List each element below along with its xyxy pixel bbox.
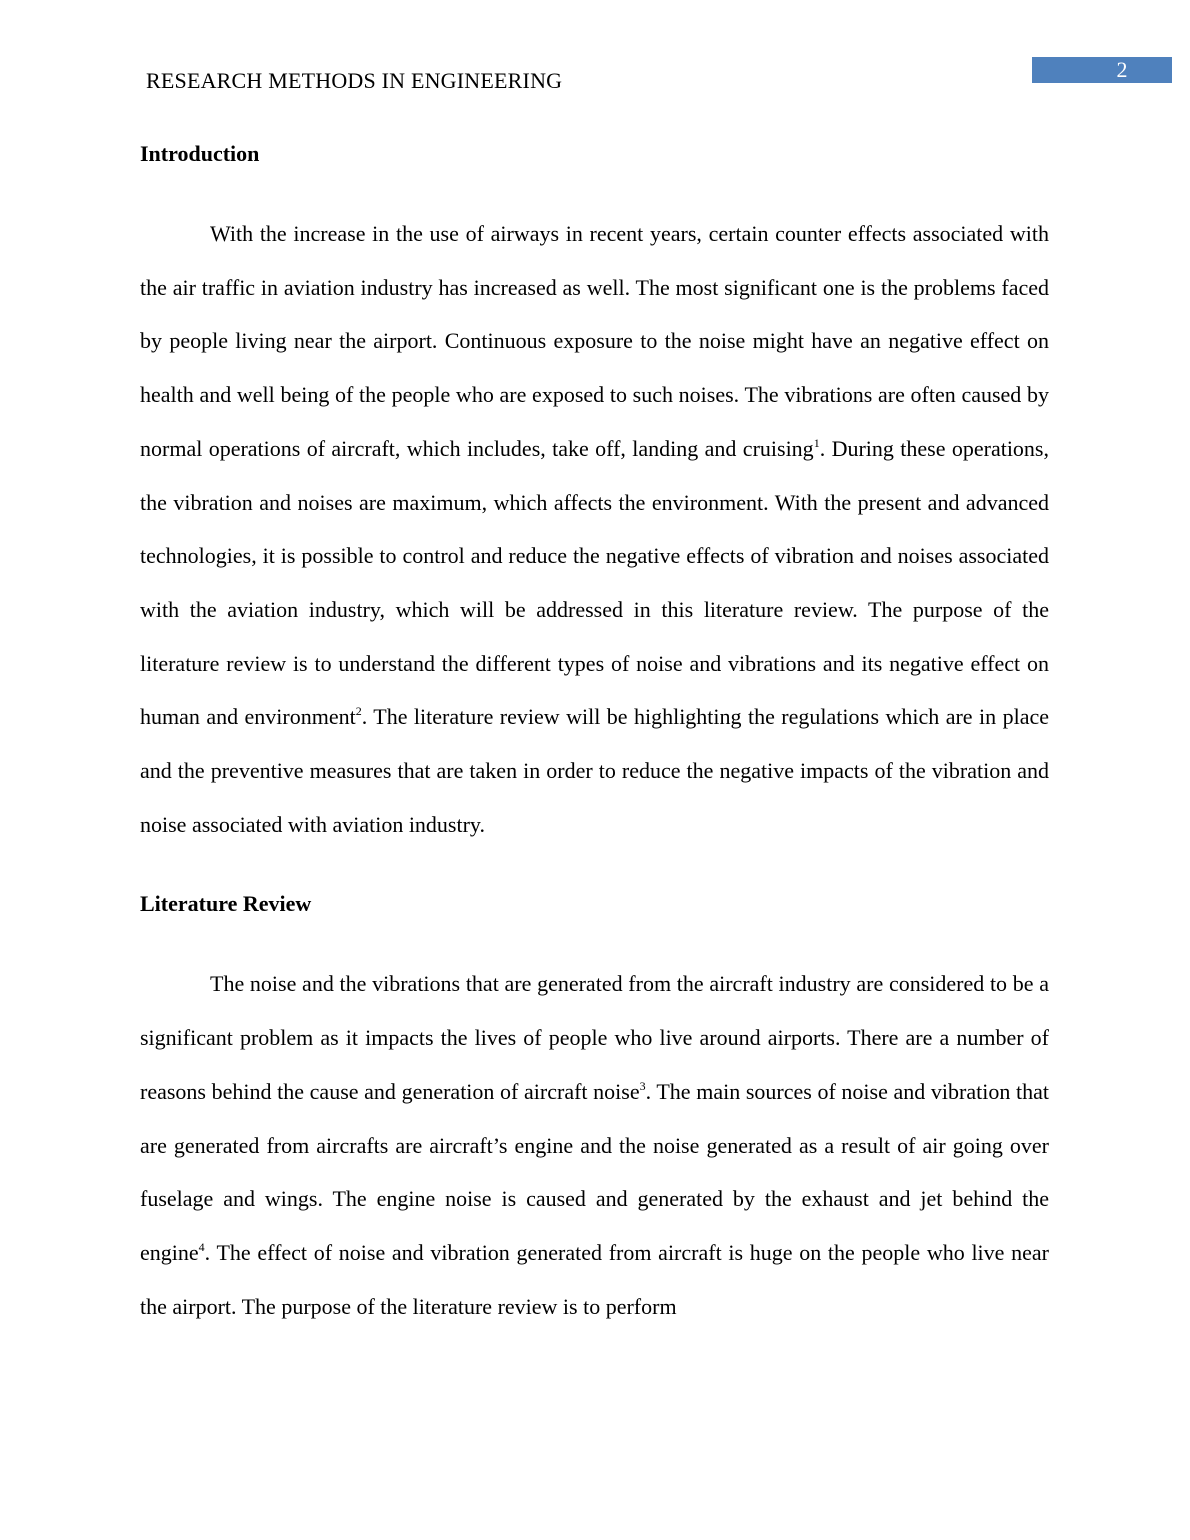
page-number: 2 bbox=[1116, 57, 1128, 82]
literature-text-1: The noise and the vibrations that are generated from the aircraft industry are considered to be a significant problem as it impacts the lives of people who live around airports. There are a number of reasons behind the cause and generation of aircraft noise bbox=[140, 971, 1049, 1104]
introduction-text-3: . The literature review will be highlighting the regulations which are in place and the preventive measures that are taken in order to reduce the negative impacts of the vibration and noise associated with aviation industry. bbox=[140, 704, 1049, 837]
introduction-heading: Introduction bbox=[140, 141, 260, 166]
literature-review-paragraph bbox=[140, 957, 1049, 1333]
footnote-ref-4[interactable]: 4 bbox=[198, 1239, 205, 1254]
footnote-ref-1[interactable]: 1 bbox=[813, 435, 820, 450]
literature-review-heading: Literature Review bbox=[140, 891, 312, 917]
footnote-ref-2[interactable]: 2 bbox=[355, 704, 362, 719]
introduction-text-2: . During these operations, the vibration and noises are maximum, which affects the environment. With the present and advanced technologies, it is possible to control and reduce the negative effects of vibration and noises associated with the aviation industry, which will be addressed in this literature review. The purpose of the literature review is to understand the different types of noise and vibrations and its negative effect on human and environment bbox=[140, 435, 1049, 730]
running-head: RESEARCH METHODS IN ENGINEERING bbox=[146, 68, 563, 93]
introduction-paragraph bbox=[140, 207, 1049, 851]
introduction-text-1: With the increase in the use of airways in recent years, certain counter effects associated with the air traffic in aviation industry has increased as well. The most significant one is the problems faced by people living near the airport. Continuous exposure to the noise might have an negative effect on health and well being of the people who are exposed to such noises. The vibrations are often caused by normal operations of aircraft, which includes, take off, landing and cruising bbox=[140, 221, 1049, 461]
literature-text-3: . The effect of noise and vibration generated from aircraft is huge on the people who live near the airport. The purpose of the literature review is to perform bbox=[140, 1239, 1049, 1319]
literature-text-2: . The main sources of noise and vibration that are generated from aircrafts are aircraft’s engine and the noise generated as a result of air going over fuselage and wings. The engine noise is caused and generated by the exhaust and jet behind the engine bbox=[140, 1078, 1049, 1265]
footnote-ref-3[interactable]: 3 bbox=[639, 1078, 646, 1093]
document-body bbox=[140, 134, 1049, 1333]
